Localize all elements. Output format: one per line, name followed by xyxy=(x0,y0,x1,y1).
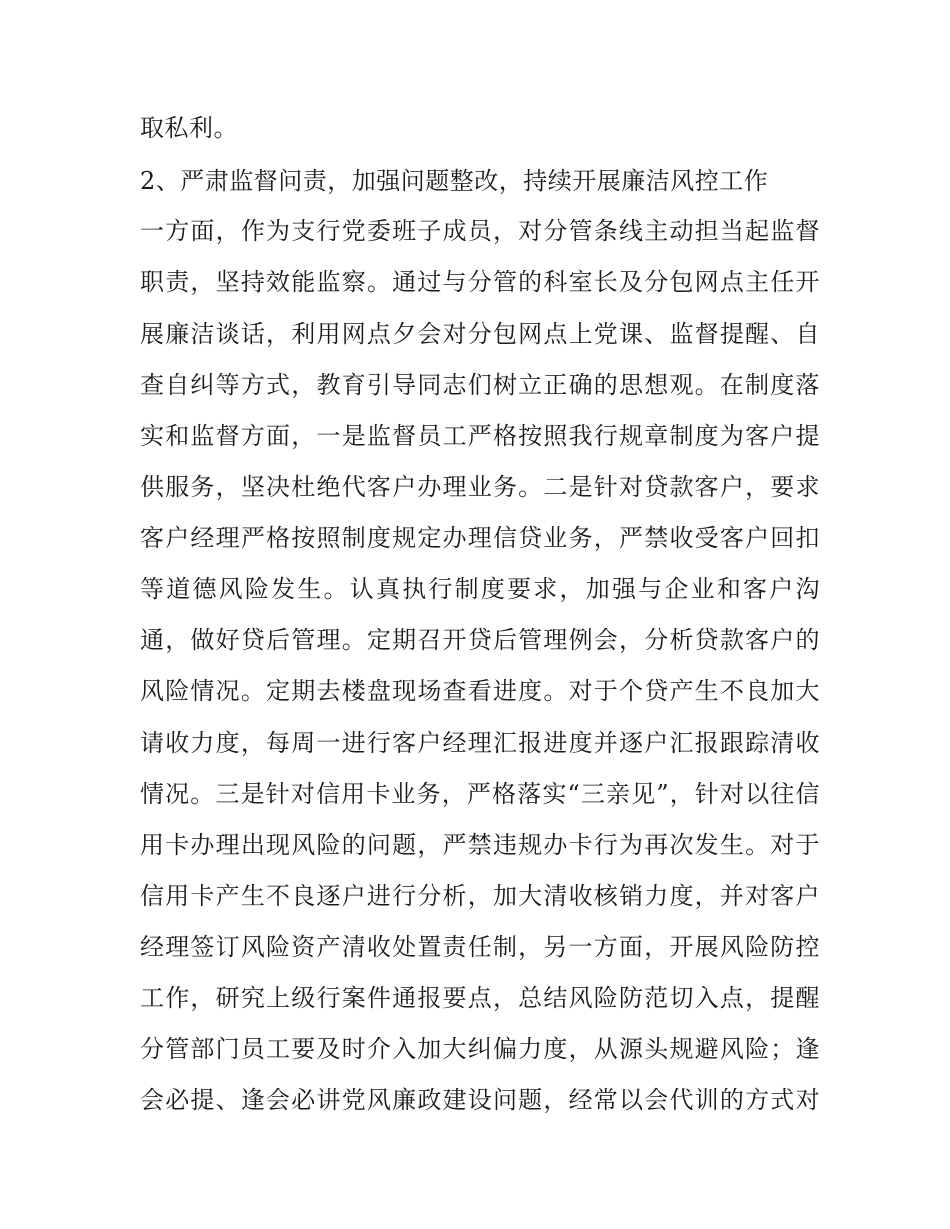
text-line: 信用卡产生不良逐户进行分析，加大清收核销力度，并对客户 xyxy=(140,882,820,910)
text-line: 客户经理严格按照制度规定办理信贷业务，严禁收受客户回扣 xyxy=(140,524,820,552)
text-line: 工作，研究上级行案件通报要点，总结风险防范切入点，提醒 xyxy=(140,984,820,1012)
text-line: 会必提、逢会必讲党风廉政建设问题，经常以会代训的方式对 xyxy=(140,1086,820,1114)
text-line: 等道德风险发生。认真执行制度要求，加强与企业和客户沟 xyxy=(140,575,820,603)
text-line: 查自纠等方式，教育引导同志们树立正确的思想观。在制度落 xyxy=(140,371,820,399)
text-line: 经理签订风险资产清收处置责任制，另一方面，开展风险防控 xyxy=(140,933,820,961)
text-line: 通，做好贷后管理。定期召开贷后管理例会，分析贷款客户的 xyxy=(140,626,820,654)
text-line: 一方面，作为支行党委班子成员，对分管条线主动担当起监督 xyxy=(140,217,820,245)
text-line: 请收力度，每周一进行客户经理汇报进度并逐户汇报跟踪清收 xyxy=(140,729,820,757)
text-line: 情况。三是针对信用卡业务，严格落实“三亲见”，针对以往信 xyxy=(140,780,820,808)
text-line: 供服务，坚决杜绝代客户办理业务。二是针对贷款客户，要求 xyxy=(140,473,820,501)
text-line: 展廉洁谈话，利用网点夕会对分包网点上党课、监督提醒、自 xyxy=(140,320,820,348)
text-line: 职责，坚持效能监察。通过与分管的科室长及分包网点主任开 xyxy=(140,268,820,296)
text-line: 风险情况。定期去楼盘现场查看进度。对于个贷产生不良加大 xyxy=(140,677,820,705)
text-line: 实和监督方面，一是监督员工严格按照我行规章制度为客户提 xyxy=(140,422,820,450)
text-line: 分管部门员工要及时介入加大纠偏力度，从源头规避风险；逢 xyxy=(140,1035,820,1063)
text-line: 取私利。 xyxy=(140,114,238,142)
section-heading: 2、严肃监督问责，加强问题整改，持续开展廉洁风控工作 xyxy=(140,167,769,195)
text-line: 用卡办理出现风险的问题，严禁违规办卡行为再次发生。对于 xyxy=(140,831,820,859)
